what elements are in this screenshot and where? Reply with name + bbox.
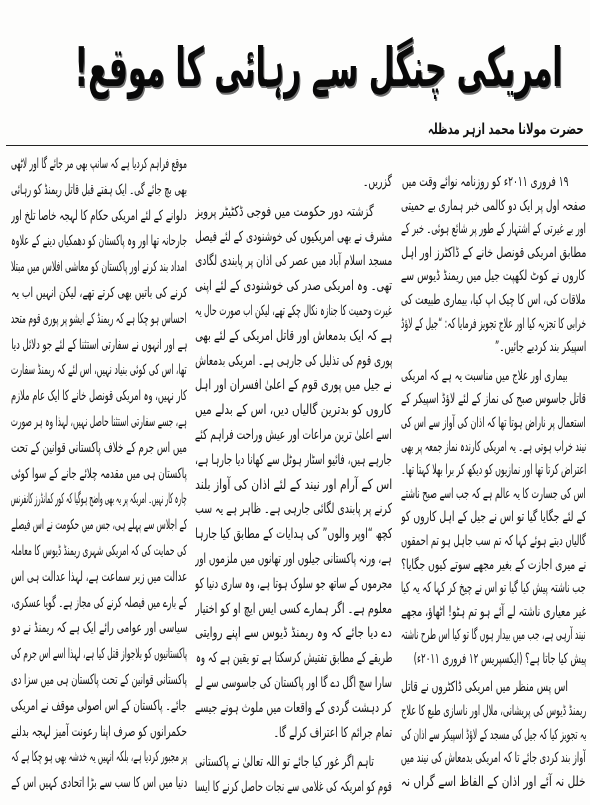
text-line: پاکستان ہی میں مقدمہ چلائے جانے کے سوا کوئی	[11, 465, 187, 482]
text-line: ہے اور انہوں نے سفارتی استثنا کے لئے جو دلائل دیا	[11, 336, 187, 353]
text-line: نے میری اجازت کے بغیر مجھے سوتے کیوں جگایا؟	[401, 556, 586, 573]
text-line: اس کی جسارت کا یہ عالم ہے کہ جب اسے صبح ناشتے	[401, 485, 586, 502]
text-line: حکمرانوں کو صرف اپنا رعونت آمیز لہجہ بدلنے	[11, 723, 187, 740]
text-line: ملاقات کی، اس کا چیک اپ کیا، بیماری طبیعت کی	[401, 291, 586, 308]
text-line: پاکستانیوں کو بلاجواز قتل کیا ہے، لہذا اسے اس جرم کی	[11, 646, 187, 663]
text-line: پر مجبور کردیا ہے، بلکہ انہیں یہ خدشہ بھی ہو چکا ہے کہ	[11, 749, 187, 766]
text-line: ریمنڈ ڈیوس کی پریشانی، ملال اور ناسازی طبع کا علاج	[401, 703, 586, 720]
text-line: قوم کو امریکہ کی غلامی سے نجات حاصل کرنے کا ایسا	[195, 779, 392, 796]
text-line: پیش کیا جاتا ہے؟ (ایکسپریس ۱۲ فروری ۲۰۱۱ء)	[413, 650, 586, 667]
text-line: گزشتہ دور حکومت میں فوجی ڈکٹیٹر پرویز	[195, 203, 374, 220]
text-line: سیاسی اور عوامی رائے ایک ہے کہ ریمنڈ نے دو	[11, 620, 187, 637]
text-line: خلل نہ آئے اور اذان کے الفاظ اسے گراں نہ	[401, 773, 586, 790]
text-line: اسپیکر بند کردیے جائیں۔”	[494, 339, 586, 356]
text-line: قاتل جاسوس صبح کی نماز کے لئے لاؤڈ اسپیکر کے	[401, 391, 586, 408]
text-line: مجرموں کے ساتھ جو سلوک ہوتا ہے، وہ ساری دنیا کو	[195, 575, 392, 592]
text-line: جارحانہ تھا اور وہ پاکستان کو دھمکیاں دینے کے علاوہ	[11, 233, 187, 250]
text-line: نیند خراب ہوتی ہے۔ یہ امریکی کارندہ نماز جمعہ پر بھی	[401, 438, 586, 455]
text-line: خرابی کا تجزیہ کیا اور علاج تجویز فرمایا کہ: “جیل کے لاؤڈ	[401, 315, 586, 332]
text-line: غیرت وحمیت کا جنازہ نکال چکے تھے، لیکن اب صورت حال یہ	[195, 302, 392, 319]
text-line: چارہ کار نہیں۔ امریکہ پر یہ بھی واضح ہوگیا کہ کور کمانڈرز کانفرنس	[11, 491, 187, 508]
text-line: کاروں کو بدترین گالیاں دیں، اس کے بدلے میں	[195, 402, 392, 419]
text-line: گالیاں دیتے ہوئے کہا کہ تم سب جاہل ہو تم احمقوں	[401, 532, 586, 549]
author-byline: حضرت مولانا محمد ازہر مدظلہ	[428, 120, 584, 138]
text-line: اس پس منظر میں امریکی ڈاکٹروں نے قاتل	[401, 679, 568, 696]
text-line: سارا سچ اگل دے گا اور پاکستان کی جاسوسی سے لے	[195, 674, 392, 691]
text-line: کاروں نے کوٹ لکھپت جیل میں ریمنڈ ڈیوس سے	[401, 268, 586, 285]
text-line: کچھ “اوپر والوں” کی ہدایات کے مطابق کیا جارہا	[195, 526, 392, 543]
text-line: گزریں۔	[363, 174, 392, 190]
text-line: بھی بچ جائے گی۔ ایک ہفتے قبل قاتل ریمنڈ کو رہائی	[11, 181, 187, 198]
text-line: نیند آرہی ہے، جب میں بیدار ہوں گا تو کیا اس طرح ناشتہ	[401, 627, 586, 644]
text-line: جارہے ہیں، فائیو اسٹار ہوٹل سے کھانا دیا جارہا ہے،	[195, 451, 392, 468]
text-line: ہے، ورنہ پاکستانی جیلوں اور تھانوں میں ملزموں اور	[195, 550, 392, 567]
text-line: پاکستانی قوانین کے تحت پاکستان ہی میں سزا دی	[11, 671, 187, 688]
text-line: دلوانے کے لئے امریکی حکام کا لہجہ خاصا تلخ اور	[11, 207, 187, 224]
article-column-2	[195, 170, 392, 805]
text-line: غیر معیاری ناشتہ لے آئے ہو تم ہٹو! اٹھاؤ، مجھے	[401, 603, 586, 620]
article-column-3	[11, 152, 187, 805]
text-line: مسجد اسلام آباد میں عصر کی اذان پر پابندی لگادی	[195, 253, 392, 270]
text-line: کرنے کی باتیں بھی کرتے تھے، لیکن انہیں اب یہ	[11, 284, 187, 301]
text-line: اسے اعلیٰ ترین مراعات اور عیش وراحت فراہم کئے	[195, 426, 392, 443]
text-line: نے جیل میں پوری قوم کے اعلیٰ افسران اور اہل	[195, 377, 392, 394]
text-line: موقع فراہم کردیا ہے کہ سانپ بھی مر جائے گا اور لاٹھی	[11, 156, 187, 172]
byline-divider	[6, 145, 588, 146]
text-line: کرنے پر پابندی لگائی جارہی ہے۔ ظاہر ہے یہ سب	[195, 501, 392, 518]
text-line: احساس ہو چکا ہے کہ ریمنڈ کے ایشو پر پوری قوم متحد	[11, 310, 187, 327]
text-line: ۱۹ فروری ۲۰۱۱ء کو روزنامہ نوائے وقت میں	[401, 174, 568, 190]
text-line: تھی۔ وہ امریکی صدر کی خوشنودی کے لئے اپنی	[195, 278, 392, 295]
paragraph	[401, 365, 586, 672]
text-line: یہ تجویز کیا کہ جیل کی مسجد کے لاؤڈ اسپیکر سے اذان کی	[401, 726, 586, 743]
text-line: تاہم اگر غور کیا جائے تو اللہ تعالیٰ نے پاکستانی	[195, 754, 374, 771]
paragraph	[11, 152, 187, 797]
headline-container	[68, 24, 568, 112]
text-line: طریقے کے مطابق تفتیش کرسکتا ہے تو یقین ہے کہ وہ	[195, 650, 392, 667]
text-line: امداد بند کرنے اور پاکستان کو معاشی افلاس میں مبتلا	[11, 259, 187, 276]
text-line: میں اس جرم کے خلاف پاکستانی قوانین کے تحت	[11, 439, 187, 456]
text-line: تمام جرائم کا اعتراف کرلے گا۔	[273, 724, 392, 741]
paragraph	[195, 170, 392, 195]
text-line: کار نہیں، وہ امریکی قونصل خانے کا ایک عام ملازم	[11, 388, 187, 405]
text-line: کر دہشت گردی کے واقعات میں ملوث ہونے جیسے	[195, 699, 392, 716]
paragraph	[195, 200, 392, 746]
article-column-1	[401, 171, 586, 805]
paragraph	[401, 171, 586, 360]
text-line: صفحہ اول پر ایک دو کالمی خبر ہماری بے حمیتی	[401, 197, 586, 214]
text-line: مطابق امریکی قونصل خانے کے ڈاکٹرز اور اہل	[401, 244, 586, 261]
text-line: عدالت میں زیر سماعت ہے، لہذا عدالت ہی اس	[11, 568, 187, 585]
text-line: کے بارے میں فیصلہ کرنے کی مجاز ہے۔ گویا عسکری،	[11, 594, 187, 611]
text-line: ہے کہ ایک بدمعاش اور قاتل امریکی کے لئے بھی	[195, 327, 392, 344]
text-line: اعتراض کرتا تھا اور نمازیوں کو دیکھ کر برا بھلا کہتا تھا۔	[401, 462, 586, 479]
text-line: معلوم ہے۔ اگر ہمارے کسی ایس ایچ او کو اختیار	[195, 600, 392, 617]
text-line: دنیا میں اس کا سب سے بڑا اتحادی کہیں اس کے	[11, 775, 187, 792]
text-line: جب ناشتہ پیش کیا گیا تو اس نے چیخ کر کہا کہ یہ کیا	[401, 580, 586, 597]
paragraph	[195, 750, 392, 800]
text-line: بیماری اور علاج میں مناسبت یہ ہے کہ امریکی	[401, 367, 568, 384]
text-line: کے اجلاس سے پہلے ہی، جس میں حکومت نے اس فیصلے	[11, 517, 187, 534]
text-line: کے لئے جگایا گیا تو اس نے جیل کے اہل کاروں کو	[401, 509, 586, 526]
text-line: جائے۔ پاکستان کے اس اصولی موقف نے امریکی	[11, 697, 187, 714]
text-line: کی حمایت کی کہ امریکی شہری ریمنڈ ڈیوس کا معاملہ	[11, 542, 187, 559]
text-line: تھا، اس کی کوئی بنیاد نہیں، اس لئے کہ ریمنڈ سفارت	[11, 362, 187, 379]
text-line: اس کے آرام اور نیند کے لئے اذان کی آواز بلند	[195, 476, 392, 493]
headline: امریکی چنگل سے رہائی کا موقع!	[74, 36, 562, 99]
text-line: استعمال پر ناراض ہوتا تھا کہ اذان کی آواز سے اس کی	[401, 414, 586, 431]
text-line: مشرف نے بھی امریکیوں کی خوشنودی کے لئے فیصل	[195, 228, 392, 245]
text-line: پوری قوم کی تذلیل کی جارہی ہے۔ امریکی بدمعاش	[195, 352, 392, 369]
text-line: ہے، جسے سفارتی استثنا حاصل نہیں، لہذا وہ ہر صورت	[11, 413, 187, 430]
text-line: اور بے غیرتی کے اشتہار کے طور پر شائع ہوئی۔ خبر کے	[401, 221, 586, 238]
text-line: دے دیا جائے کہ وہ ریمنڈ ڈیوس سے اپنے روایتی	[195, 625, 392, 642]
text-line: آواز بند کردی جائے تا کہ امریکی بدمعاش کی نیند میں	[401, 750, 586, 767]
paragraph	[401, 676, 586, 794]
